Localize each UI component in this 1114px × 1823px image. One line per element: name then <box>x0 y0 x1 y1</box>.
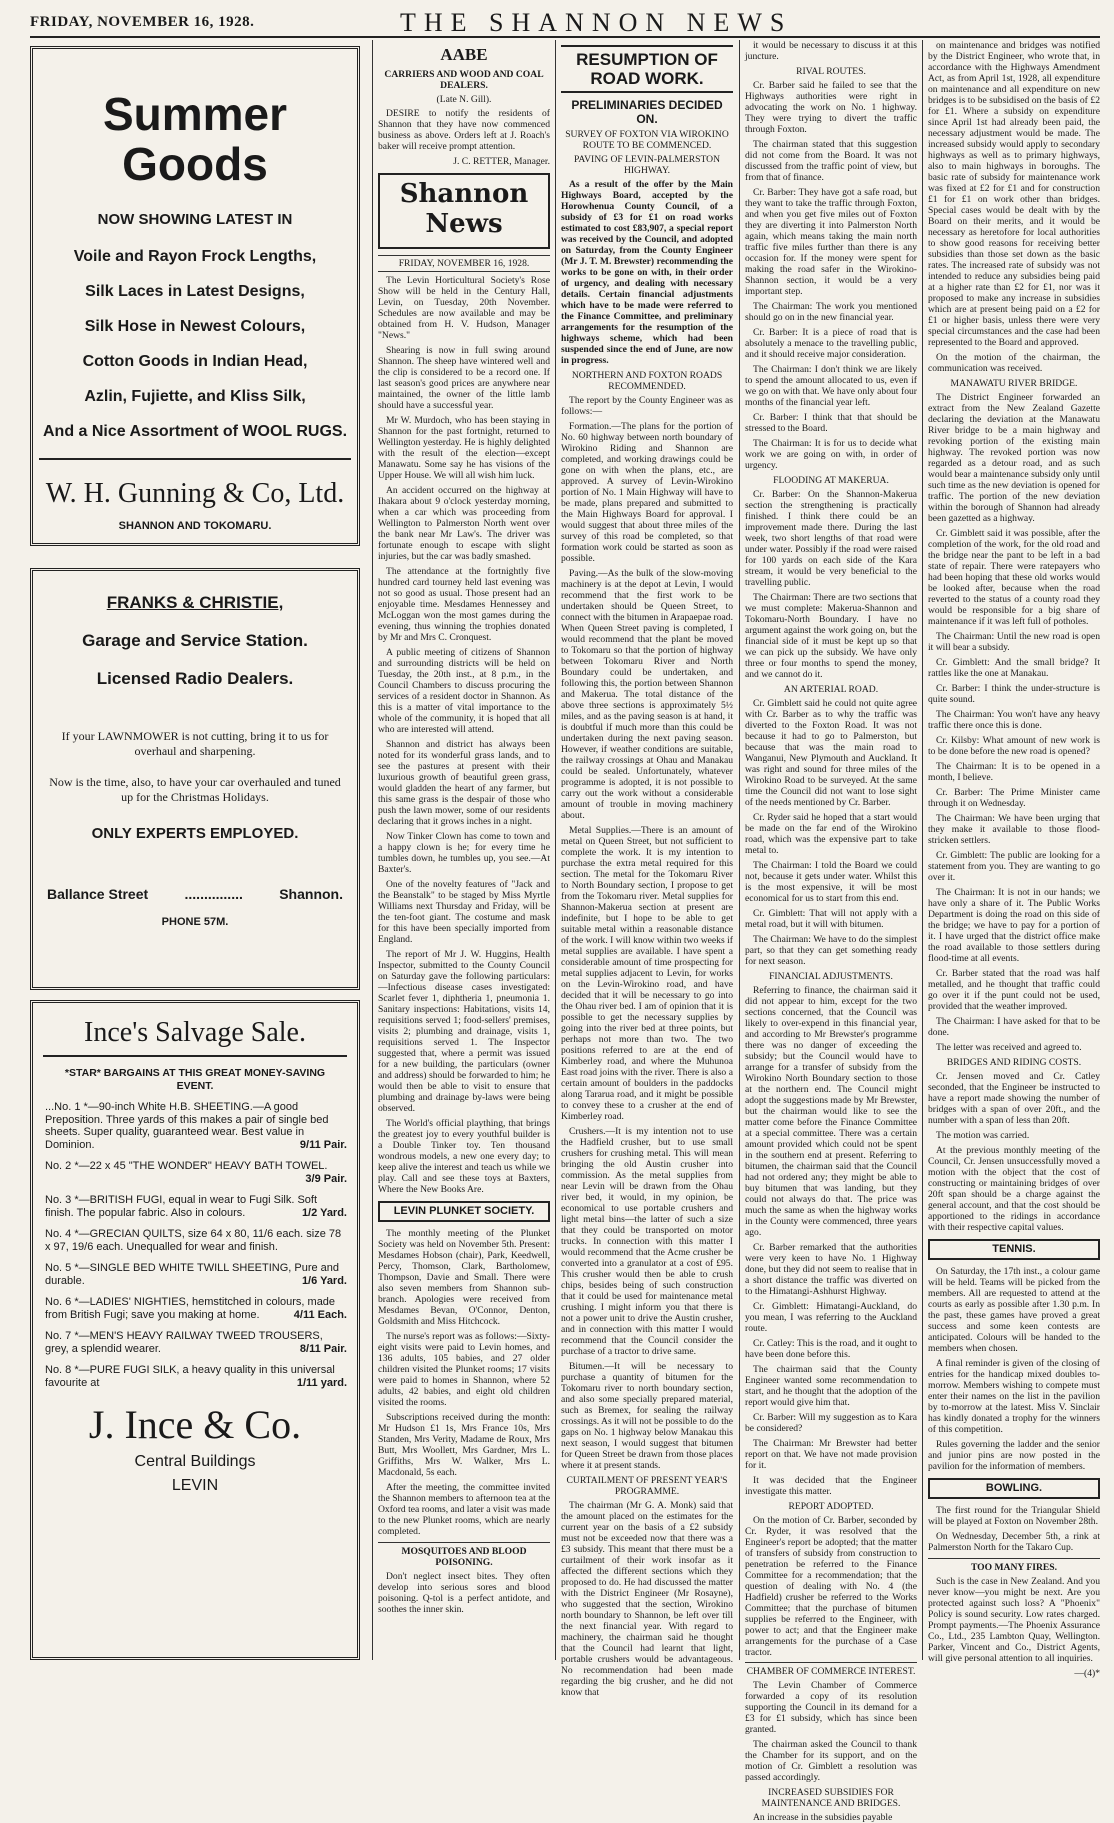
summer-item: And a Nice Assortment of WOOL RUGS. <box>42 423 348 440</box>
ince-item-text: No. 3 *—BRITISH FUGI, equal in wear to Fugi Silk. Soft finish. The popular fabric. Also in colours. <box>45 1194 318 1219</box>
rival-routes-head: RIVAL ROUTES. <box>796 66 866 77</box>
ince-divider <box>43 1055 347 1057</box>
rival-routes-paragraphs <box>745 80 917 471</box>
news-paragraph: The attendance at the fortnightly five hundred card tourney held last evening was not so good as usual. Those present had an enjoyable time. Mesdames Hennessey and McLoggan won the most games during the evening, thus winning the trophies donated by Mr and Mrs C. Cronquest. <box>378 566 550 643</box>
article-paragraph: The Chairman: I have asked for that to be done. <box>928 1016 1100 1038</box>
road-work-sub3: PAVING OF LEVIN-PALMERSTON HIGHWAY. <box>573 154 721 176</box>
ince-item-text: No. 4 *—GRECIAN QUILTS, size 64 x 80, 11/6 each. size 78 x 97, 19/6 each. Unequalled for wear and finish. <box>45 1228 342 1253</box>
arterial-head: AN ARTERIAL ROAD. <box>783 684 879 695</box>
bridge-head: MANAWATU RIVER BRIDGE. <box>950 378 1078 389</box>
ince-item-text: No. 7 *—MEN'S HEAVY RAILWAY TWEED TROUSERS, grey, a splendid wearer. <box>45 1330 323 1355</box>
arterial-paragraphs <box>745 698 917 967</box>
article-paragraph: Cr. Barber: I think the under-structure is quite sound. <box>928 683 1100 705</box>
news-date: FRIDAY, NOVEMBER 16, 1928. <box>378 255 550 272</box>
article-paragraph: Cr. Barber: They have got a safe road, but they want to take the traffic through Foxton, and when you get five miles out of Foxton they are diverting it into Palmerston North again, which means taking the main north traffic five miles further than there is any occasion for. If the money were spent for making the road safer in the Wirokino-Shannon section, it would be a very important step. <box>745 187 917 297</box>
article-paragraph: Cr. Jensen moved and Cr. Catley seconded, that the Engineer be instructed to have a report made showing the number of bridges with a span of over 20ft., and the number with a span of less than 20ft. <box>928 1071 1100 1126</box>
article-paragraph: The Chairman: It is for us to decide what work we are going on with, in order of urgency. <box>745 438 917 471</box>
news-paragraph: A public meeting of citizens of Shannon and surrounding districts will be held on Tuesday, the 20th inst., at 8 p.m., in the Council Chambers to discuss procuring the services of a resident doctor in Shannon. As this is a matter of vital importance to the whole of the community, it is hoped that all who are interested will attend. <box>378 647 550 735</box>
news-title: Shannon News <box>399 179 529 239</box>
plunket-paragraph: After the meeting, the committee invited the Shannon members to afternoon tea at the Oxford tea rooms, and later a visit was made to the new Plunket rooms, which are nearly completed. <box>378 1482 550 1537</box>
franks-town: Shannon. <box>279 886 343 902</box>
franks-line2: Licensed Radio Dealers. <box>96 669 294 688</box>
summer-title: Summer Goods <box>102 88 288 190</box>
article-paragraph: Cr. Kilsby: What amount of new work is to be done before the new road is opened? <box>928 735 1100 757</box>
tennis-paragraph: Rules governing the ladder and the senior and junior pins are now posted in the pavilion for the information of members. <box>928 1439 1100 1472</box>
article-paragraph: Cr. Barber said he failed to see that the Highways authorities were right in advocating the work on No. 1 highway. They were trying to divert the traffic through Foxton. <box>745 80 917 135</box>
article-paragraph: The Levin Chamber of Commerce forwarded a copy of its resolution supporting the Council in its demand for a £3 for £1 subsidy, which has since been granted. <box>745 1680 917 1735</box>
article-paragraph: Cr. Gimblett said it was possible, after the completion of the work, for the old road and the bridge near the pant to be left in a bad state of repair. There were ratepayers who had been hoping that these old works would be looked after, because when the road reverted to the status of a county road they would be responsible for a big share of maintenance if it was left full of potholes. <box>928 528 1100 627</box>
ince-item <box>45 1330 347 1355</box>
summer-goods-ad <box>30 46 360 546</box>
article-paragraph: Cr. Gimblett: That will not apply with a metal road, but it will with bitumen. <box>745 908 917 930</box>
article-paragraph: Cr. Catley: This is the road, and it ought to have been done before this. <box>745 1338 917 1360</box>
ince-town: LEVIN <box>171 1477 219 1494</box>
paper-title: THE SHANNON NEWS <box>400 8 793 37</box>
ince-item-text: No. 6 *—LADIES' NIGHTIES, hemstitched in colours, made from British Fugi; save you making at home. <box>45 1296 336 1321</box>
bowling-paragraph: The first round for the Triangular Shield will be played at Foxton on November 28th. <box>928 1505 1100 1527</box>
flooding-head: FLOODING AT MAKERUA. <box>773 475 889 486</box>
ince-salvage-ad <box>30 1000 360 1660</box>
tennis-title: TENNIS. <box>928 1239 1100 1260</box>
road-work-lead: As a result of the offer by the Main Highways Board, accepted by the Horowhenua County Council, of a subsidy of £3 for £1 on road works estimated to cost £83,907, a special report was received by the Council, and adopted on Saturday, from the County Engineer (Mr J. T. M. Brewster) recommending the works to be gone on with, in their order of urgency, and dealing with necessary details. Certain financial adjustments which have to be made were referred to the Finance Committee, and preliminary arrangements for the resumption of the highways scheme, which had been suspended since the end of June, are now in progress. <box>561 179 733 366</box>
column-rule <box>922 40 923 1660</box>
mosquito-body: Don't neglect insect bites. They often develop into serious sores and blood poisoning. Q-tol is a perfect antidote, and soothes the inner skin. <box>378 1571 550 1615</box>
plunket-title: LEVIN PLUNKET SOCIETY. <box>378 1201 550 1222</box>
finance-paragraphs <box>745 985 917 1497</box>
ince-item <box>45 1101 347 1151</box>
ince-item-price: 1/6 Yard. <box>301 1274 347 1287</box>
road-work-paragraph: Formation.—The plans for the portion of No. 60 highway between north boundary of Wirokino Riding and Shannon are completed, and working drawings could be gone on with when the plans, etc., are approved. A survey of Levin-Wirokino portion of No. 1 Main Highway will have to be made, plans prepared and submitted to the Main Highways Board for approval. I would suggest that about three miles of the survey of this road be completed, so that formation work could be started as soon as possible. <box>561 421 733 564</box>
article-paragraph: The Chairman: I don't think we are likely to spend the amount allocated to us, even if we go on with that. We have only about four months of the financial year left. <box>745 364 917 408</box>
bowling-paragraphs <box>928 1505 1100 1553</box>
bowling-title: BOWLING. <box>928 1478 1100 1499</box>
summer-firm: W. H. Gunning & Co, Ltd. <box>45 478 345 509</box>
article-paragraph: On the motion of the chairman, the communication was received. <box>928 352 1100 374</box>
summer-item: Silk Hose in Newest Colours, <box>84 318 306 335</box>
news-paragraph: Mr W. Murdoch, who has been staying in Shannon for the past fortnight, returned to Wellington yesterday. He is highly delighted with the result of the election—except Manawatu. Some say he has visions of the Upper House. We will all wish him luck. <box>378 415 550 481</box>
fires-body: Such is the case in New Zealand. And you never know—you might be next. Are you protected against such loss? A "Phoenix" Policy is sound security. Low rates charged. Prompt payments.—The Phoenix Assurance Co., Ltd., 235 Lambton Quay, Wellington. Parker, Vincent and Co., District Agents, will give personal attention to all inquiries. <box>928 1576 1100 1664</box>
ince-items <box>45 1101 347 1389</box>
ince-item <box>45 1262 347 1287</box>
article-paragraph: Referring to finance, the chairman said it did not appear to him, except for the two sections concerned, that the Council was likely to over-expend in this financial year, and according to Mr Brewster's programme there was no danger of exceeding the subsidy; but the Council would have to arrange for a transfer of subsidy from the Wirokino North Boundary section to those at the northern end. The Council might adopt the suggestions made by Mr Brewster, but the chairman would like to see the matter come before the Finance Committee at a special committee. There was a certain amount provided which could not be spent in the southern end at present. Referring to bitumen, the chairman said that the Council had not ordered any; they might be able to buy bitumen that was landing, but they could not always do that. The price was much the same as when the highway works in the County were commenced, three years ago. <box>745 985 917 1238</box>
riding-head: BRIDGES AND RIDING COSTS. <box>946 1057 1082 1068</box>
ince-buildings: Central Buildings <box>134 1453 256 1470</box>
road-work-paragraph: Paving.—As the bulk of the slow-moving machinery is at the depot at Levin, I would recommend that the first work to be undertaken should be Queen Street, to connect with the bitumen in Arapaepae road. When Queen Street paving is completed, I would recommend that the plant be moved to Tokomaru so that the portion of highway between Tokomaru River and North Boundary could be undertaken, and following this, the portion between Shannon and Makerua. The total distance of the above three sections is approximately 5½ miles, and as the paving season is at hand, it is doubtful if much more than this could be undertaken during the next paving season. However, if weather conditions are suitable, the railway crossings at Ohau and Manakau could be sealed. Unfortunately, whatever programme is adopted, it is not possible to carry out the work without a considerable amount of trouble in moving machinery about. <box>561 568 733 821</box>
finance-head: FINANCIAL ADJUSTMENTS. <box>769 971 893 982</box>
article-paragraph: The chairman said that the County Engineer wanted some recommendation to start, and he thought that the adoption of the report would give him that. <box>745 1364 917 1408</box>
article-paragraph: The Chairman: You won't have any heavy traffic there once this is done. <box>928 709 1100 731</box>
ince-item <box>45 1194 347 1219</box>
column-3 <box>561 40 733 1698</box>
column-rule <box>372 40 373 1660</box>
franks-dots: ............... <box>184 886 243 902</box>
article-paragraph: The Chairman: We have to do the simplest part, so that they can get something ready for next season. <box>745 934 917 967</box>
column-4 <box>745 40 917 1823</box>
article-paragraph: The Chairman: It is to be opened in a month, I believe. <box>928 761 1100 783</box>
summer-place: SHANNON AND TOKOMARU. <box>118 520 272 532</box>
mosquito-title: MOSQUITOES AND BLOOD POISONING. <box>378 1542 550 1568</box>
article-paragraph: Cr. Gimblett said he could not quite agree with Cr. Barber as to why the traffic was diverted to the Foxton Road. It was not because it had to go to Palmerston, but because that was the main road to Wanganui, New Plymouth and Auckland. It was right and sound for three miles of the Wirokino Road to be surveyed. At the same time the Council did not want to lose sight of the needs mentioned by Cr. Barber. <box>745 698 917 808</box>
franks-christie-ad <box>30 568 360 990</box>
article-paragraph: Cr. Gimblett: The public are looking for a statement from you. They are wanting to go over it. <box>928 850 1100 883</box>
article-paragraph: Cr. Barber: It is a piece of road that is absolutely a menace to the travelling public, and it should receive major consideration. <box>745 327 917 360</box>
masthead <box>30 6 1100 38</box>
column-5 <box>928 40 1100 1679</box>
bridge-paragraphs <box>928 392 1100 1053</box>
ince-item-text: No. 5 *—SINGLE BED WHITE TWILL SHEETING, Pure and durable. <box>45 1262 340 1287</box>
summer-item: Cotton Goods in Indian Head, <box>82 353 308 370</box>
franks-holidays: Now is the time, also, to have your car overhauled and tuned up for the Christmas Holidays. <box>49 775 341 804</box>
news-paragraph: The report of Mr J. W. Huggins, Health Inspector, submitted to the County Council on Saturday gave the following particulars:—Infectious disease cases investigated: Scarlet fever 1, diphtheria 1, pneumonia 1. Sanitary inspections: Habitations, visits 14, requisitions served 1; food-sellers' premises, visits 2; plumbing and drainage, visits 1, requisitions served 1. The Inspector suggested that, where a permit was issued for a new building, the particulars (owner and address) should be forwarded to him; he would then be able to visit to ensure that plumbing and drainage by-laws were being observed. <box>378 949 550 1114</box>
ince-item-price: 1/2 Yard. <box>301 1206 347 1219</box>
bowling-paragraph: On Wednesday, December 5th, a rink at Palmerston North for the Takaro Cup. <box>928 1531 1100 1553</box>
subsidies-head: INCREASED SUBSIDIES FOR MAINTENANCE AND BRIDGES. <box>761 1787 901 1809</box>
ince-item <box>45 1364 347 1389</box>
road-work-title: RESUMPTION OF ROAD WORK. <box>561 45 733 93</box>
franks-experts: ONLY EXPERTS EMPLOYED. <box>91 825 299 842</box>
issue-date: FRIDAY, NOVEMBER 16, 1928. <box>30 14 255 30</box>
ince-intro: *STAR* BARGAINS AT THIS GREAT MONEY-SAVING EVENT. <box>64 1067 326 1092</box>
aabe-late: (Late N. Gill). <box>436 94 492 105</box>
summer-divider <box>39 458 351 460</box>
article-paragraph: The chairman stated that this suggestion did not come from the Board. It was not discussed from the traffic point of view, but from that of finance. <box>745 139 917 183</box>
ince-item-price: 3/9 Pair. <box>305 1172 347 1185</box>
aabe-signature: J. C. RETTER, Manager. <box>453 156 550 167</box>
franks-address <box>47 886 343 902</box>
ince-item <box>45 1160 347 1185</box>
article-paragraph: The motion was carried. <box>936 1130 1030 1141</box>
fires-title: TOO MANY FIRES. <box>928 1558 1100 1573</box>
ince-item <box>45 1228 347 1253</box>
road-work-head3: CURTAILMENT OF PRESENT YEAR'S PROGRAMME. <box>566 1475 728 1497</box>
report-head: REPORT ADOPTED. <box>788 1501 874 1512</box>
article-paragraph: Cr. Gimblett: Himatangi-Auckland, do you mean, I was referring to the Auckland route. <box>745 1301 917 1334</box>
summer-subtitle: NOW SHOWING LATEST IN <box>97 211 293 228</box>
news-paragraph: Now Tinker Clown has come to town and a happy clown is he; for every time he tumbles down, he tumbles up, you see.—At Baxter's. <box>378 831 550 875</box>
riding-paragraphs <box>928 1071 1100 1233</box>
article-paragraph: Cr. Barber: The Prime Minister came through it on Wednesday. <box>928 787 1100 809</box>
aabe-body: DESIRE to notify the residents of Shannon that they have now commenced business as above. Orders left at J. Roach's baker will receive prompt attention. <box>378 108 550 152</box>
news-paragraph: An accident occurred on the highway at Ihakara about 9 o'clock yesterday morning, when a car which was proceeding from Wellington to Palmerston North went over the bank near Mr Law's. The driver was fortunate enough to escape with slight injuries, but the car was badly smashed. <box>378 485 550 562</box>
tennis-paragraphs <box>928 1266 1100 1472</box>
road-work-paragraph: The report by the County Engineer was as follows:— <box>561 395 733 417</box>
col5-paragraphs <box>928 40 1100 374</box>
column-rule <box>739 40 740 1660</box>
article-paragraph: On the motion of Cr. Barber, seconded by Cr. Ryder, it was resolved that the Engineer's report be adopted; that the matter of transfers of subsidy from construction to penetration be referred to the Finance Committee for a recommendation; that the question of dealing with No. 4 (the Hadfield) crusher be referred to the Works Committee; that the purchase of bitumen supplies be referred to the Engineer, with power to act; and that the Engineer make arrangements for the purchase of a Case tractor. <box>745 1515 917 1658</box>
summer-item: Voile and Rayon Frock Lengths, <box>73 248 317 265</box>
plunket-paragraph: The monthly meeting of the Plunket Society was held on November 5th. Present: Mesdames Hobson (chair), Park, Keedwell, Percy, Thomson, Clark, Bartholomew, Thompson, Davie and Small. There were also seven members from Shannon sub-branch. Apologies were received from Mesdames Bevan, O'Connor, Denton, Goldsmith and Miss Hitchcock. <box>378 1228 550 1327</box>
ince-item <box>45 1296 347 1321</box>
article-paragraph: The letter was received and agreed to. <box>936 1042 1082 1053</box>
ince-item-text: No. 2 *—22 x 45 "THE WONDER" HEAVY BATH TOWEL. <box>45 1160 328 1172</box>
news-paragraphs <box>378 275 550 1195</box>
ince-item-price: 1/11 yard. <box>296 1376 347 1389</box>
news-title-box <box>378 173 550 249</box>
plunket-paragraph: Subscriptions received during the month: Mr Hudson £1 1s, Mrs France 10s, Mrs Standen, Mrs Verity, Madame de Roux, Mrs Butt, Mrs Woollett, Mrs Gardner, Mrs L. Griffiths, Mrs W. Walker, Mrs L. Macdonald, 5s each. <box>378 1412 550 1478</box>
aabe-title: AABE <box>440 45 488 64</box>
article-paragraph: The Chairman: Until the new road is open it will bear a subsidy. <box>928 631 1100 653</box>
article-paragraph: The Chairman: I told the Board we could not, because it gets under water. Whilst this is the most expensive, it will be most economical for us to start from this end. <box>745 860 917 904</box>
chamber-paragraphs <box>745 1680 917 1783</box>
col4-paragraphs <box>745 40 917 62</box>
article-paragraph: Cr. Barber: On the Shannon-Makerua section the strengthening is practically finished. I think there could be an improvement made there. During the last week, two short lengths of that road were under water. Possibly if the road were raised for 100 yards on each side of the Kara stream, it would be very beneficial to the travelling public. <box>745 489 917 588</box>
ince-item-price: 4/11 Each. <box>293 1308 347 1321</box>
road-work-paragraphs-2 <box>561 1500 733 1698</box>
article-paragraph: Cr. Barber: Will my suggestion as to Kara be considered? <box>745 1412 917 1434</box>
summer-item: Azlin, Fujiette, and Kliss Silk, <box>84 388 306 405</box>
report-paragraphs <box>745 1515 917 1658</box>
ince-item-price: 9/11 Pair. <box>299 1138 347 1151</box>
article-paragraph: it would be necessary to discuss it at this juncture. <box>745 40 917 62</box>
summer-item: Silk Laces in Latest Designs, <box>85 283 305 300</box>
article-paragraph: Cr. Barber stated that the road was half metalled, and he thought that traffic could go over it if the punt could not be used, provided that the weather improved. <box>928 968 1100 1012</box>
road-work-paragraph: Metal Supplies.—There is an amount of metal on Queen Street, but not sufficient to complete the work. It is my intention to purchase the extra metal required for this section. The metal for the Tokomaru River to North Boundary section, I propose to get from the Tokomaru river. Metal supplies for Shannon-Makerua section at present are indefinite, but I hope to be able to get suitable metal within a reasonable distance of the work. I will know within two weeks if metal supplies are available. I have spent a considerable amount of time prospecting for metal supplies adjacent to Levin, for works on the Levin-Wirokino road, and have decided that it will be necessary to go into the Ohau river bed. I am of opinion that it is possible to get the necessary supplies by going into the river bed at three points, but perhaps not more than two. The two positions referred to are at the end of Kimberley road, and where the Muhunoa East road joins with the river. There is also a certain amount of boulders in the paddocks along Tararua road, and it might be possible to convey these to a crusher at the end of Kimberley road. <box>561 825 733 1122</box>
article-paragraph: At the previous monthly meeting of the Council, Cr. Jensen unsuccessfully moved a motion with the object that the cost of constructing or maintaining bridges of over 20ft span should be a charge against the general account, and that the cost should be apportioned to the ridings in accordance with their respective capital values. <box>928 1145 1100 1233</box>
ince-title: Ince's Salvage Sale. <box>84 1017 306 1048</box>
road-work-sub2: SURVEY OF FOXTON VIA WIROKINO ROUTE TO BE COMMENCED. <box>565 129 729 151</box>
article-paragraph: It was decided that the Engineer investigate this matter. <box>745 1475 917 1497</box>
news-paragraph: Shannon and district has always been noted for its wonderful grass lands, and to see the pastures at present with their luxurious growth of beautiful green grass, would gladden the heart of any farmer, but this same grass is the despair of those who push the lawn mower, some of our residents declaring that it grows inches in a night. <box>378 739 550 827</box>
ince-firm: J. Ince & Co. <box>88 1402 302 1447</box>
article-paragraph: Cr. Ryder said he hoped that a start would be made on the far end of the Wirokino road, which was the expensive part to take metal to. <box>745 812 917 856</box>
subsidies-start: An increase in the subsidies payable <box>753 1812 893 1823</box>
article-paragraph: The Chairman: Mr Brewster had better report on that. We have not made provision for it. <box>745 1438 917 1471</box>
road-work-paragraphs <box>561 395 733 1471</box>
road-work-paragraph: The chairman (Mr G. A. Monk) said that the amount placed on the estimates for the current year on the basis of a £2 subsidy must not be exceeded now that there was a £3 subsidy. This meant that there must be a curtailment of their work insofar as it affected the different sections which they proposed to do. He had discussed the matter with the District Engineer (Mr Rosayne), who suggested that the section, Wirokino north boundary to Shannon, be left over till the next financial year. With regard to machinery, the chairman said he thought that the Council had learnt that light, portable crushers would be advantageous. No recommendation had been made regarding the big crusher, and he did not know that <box>561 1500 733 1698</box>
article-paragraph: Cr. Barber remarked that the authorities were very keen to have No. 1 Highway done, but they did not seem to realise that in a short distance the traffic was diverted on to the Himatangi-Ashhurst Highway. <box>745 1242 917 1297</box>
plunket-paragraph: The nurse's report was as follows:—Sixty-eight visits were paid to Levin homes, and 136 adults, 105 babies, and 27 older children visited the Plunket rooms; 17 visits were paid to homes in Shannon, where 52 adults, 42 babies, and eight old children visited the rooms. <box>378 1331 550 1408</box>
plunket-paragraphs <box>378 1228 550 1537</box>
chamber-head: CHAMBER OF COMMERCE INTEREST. <box>745 1662 917 1677</box>
flooding-paragraphs <box>745 489 917 680</box>
aabe-subtitle: CARRIERS AND WOOD AND COAL DEALERS. <box>384 69 544 91</box>
summer-items <box>33 248 357 441</box>
tennis-paragraph: A final reminder is given of the closing of entries for the handicap mixed doubles to-morrow. Members wishing to compete must enter their names on the list in the pavilion by to-morrow at the latest. Miss V. Sinclair has kindly donated a trophy for the winners of this competition. <box>928 1358 1100 1435</box>
news-paragraph: The Levin Horticultural Society's Rose Show will be held in the Century Hall, Levin, on Tuesday, 20th November. Schedules are now available and may be obtained from H. V. Hudson, Manager "News." <box>378 275 550 341</box>
ince-item-text: ...No. 1 *—90-inch White H.B. SHEETING.—A good Preposition. Three yards of this makes a pair of single bed sheets. Super quality, guaranteed wear. Best value in Dominion. <box>45 1101 329 1151</box>
ince-item-price: 8/11 Pair. <box>299 1342 347 1355</box>
news-paragraph: The World's official plaything, that brings the greatest joy to every youthful builder is a Double Tinker toy. Ten thousand wondrous models, a new one every day; to keep alive the interest and teach us while we play. Call and see these toys at Baxters, Where the New Books Are. <box>378 1118 550 1195</box>
article-paragraph: The Chairman: It is not in our hands; we have only a share of it. The Public Works Department is doing the road on this side of the bridge; we have to pay for a portion of it. I have urged that the district office make the road available to those settlers during flood-time at all events. <box>928 887 1100 964</box>
franks-phone: PHONE 57M. <box>161 916 229 928</box>
franks-name: FRANKS & CHRISTIE, <box>106 593 284 612</box>
news-paragraph: Shearing is now in full swing around Shannon. The sheep have wintered well and the clip is considered to be a record one. If last season's good prices are anywhere near maintained, the owner of the little lamb should have a successful year. <box>378 345 550 411</box>
news-paragraph: One of the novelty features of "Jack and the Beanstalk" to be staged by Miss Myrtle Williams next Thursday and Friday, will be the ten-foot giant. The costume and mask for this have been specially imported from England. <box>378 879 550 945</box>
article-paragraph: Cr. Barber: I think that that should be stressed to the Board. <box>745 412 917 434</box>
column-2 <box>378 40 550 1660</box>
road-work-sub1: PRELIMINARIES DECIDED ON. <box>571 98 723 126</box>
article-paragraph: on maintenance and bridges was notified by the District Engineer, who wrote that, in accordance with the Highways Amendment Act, as from April 1st, 1928, all expenditure on maintenance and all expenditure on new bridges is to be subsidised on the basis of £2 for £1. Where a subsidy on expenditure since April 1st had already been paid, the necessary adjustment would be made. The increased subsidy would apply to secondary highways as well as to primary highways, also to main highways in boroughs. The basic rate of subsidy for maintenance work was fixed at £2 for £1 and for construction £1 for £1 on work other than bridges. Special cases would be dealt with by the Board on their merits, and it would be necessary as heretofore for local authorities to show good reasons for receiving better subsidies than those set down as the basic rates. The increased rate of subsidy was not intended to reduce any subsidies being paid at a higher rate than £2 for £1, nor was it proposed to make any increase in subsidies which are at present being paid on a £2 for £1 or higher basis, unless there were very special circumstances and the case had been represented to the Board and approved. <box>928 40 1100 348</box>
article-paragraph: The Chairman: There are two sections that we must complete: Makerua-Shannon and Tokomaru-North Boundary. I have no argument against the work going on, but the financial side of it must be kept up so that we can pick up the subsidy. We have only three or four months to spend the money, and we cannot do it. <box>745 592 917 680</box>
ince-item-text: No. 8 *—PURE FUGI SILK, a heavy quality in this universal favourite at <box>45 1364 335 1389</box>
road-work-head2: NORTHERN AND FOXTON ROADS RECOMMENDED. <box>571 370 723 392</box>
article-paragraph: The District Engineer forwarded an extract from the New Zealand Gazette declaring the deviation at the Manawatu River bridge to be a main highway and revoking portion of the existing main highway. The revoked portion was now regarded as a detour road, and as such would bear a maintenance subsidy only until such time as the new deviation is opened for traffic. The portion of the new deviation within the borough of Shannon had already been gazetted as a highway. <box>928 392 1100 524</box>
column-rule <box>555 40 556 1660</box>
tennis-paragraph: On Saturday, the 17th inst., a colour game will be held. Teams will be picked from the members. All are requested to attend at the courts as early as possible after 1.30 p.m. In the past, these games have proved a great success and some keen contests are anticipated. Colours will be handed to the members when chosen. <box>928 1266 1100 1354</box>
franks-lawnmower: If your LAWNMOWER is not cutting, bring it to us for overhaul and sharpening. <box>61 729 329 758</box>
road-work-paragraph: Bitumen.—It will be necessary to purchase a quantity of bitumen for the Tokomaru river to north boundary section, and also some specially prepared material, such as Bremex, for sealing the railway crossings. As it will not be possible to do the gaps on No. 1 highway below Manakau this next season, I would suggest that bitumen for Queen Street be drawn from those places where it at present stands. <box>561 1361 733 1471</box>
article-paragraph: The chairman asked the Council to thank the Chamber for its support, and on the motion of Cr. Gimblett a resolution was passed accordingly. <box>745 1739 917 1783</box>
article-paragraph: The Chairman: We have been urging that they make it available to those flood-stricken settlers. <box>928 813 1100 846</box>
article-paragraph: The Chairman: The work you mentioned should go on in the new financial year. <box>745 301 917 323</box>
franks-line1: Garage and Service Station. <box>82 631 308 650</box>
fires-end: —(4)* <box>1074 1668 1100 1679</box>
article-paragraph: Cr. Gimblett: And the small bridge? It rattles like the one at Manakau. <box>928 657 1100 679</box>
franks-street: Ballance Street <box>47 886 149 902</box>
road-work-paragraph: Crushers.—It is my intention not to use the Hadfield crusher, but to use small crushers for crushing metal. This will mean bringing the old Austin crusher into commission. As the metal supplies from near Levin will be drawn from the Ohau river bed, it would, in my opinion, be economical to use portable crushers and light metal bins—the latter of such a size that they could be transported on motor trucks. In connection with this matter I would recommend that the Acme crusher be converted into a granulator at a cost of £95. This crusher would then be able to crush chips, besides being of such construction that it could be used for maintenance metal crushing. I might inform you that there is not a power unit to drive the Austin crusher, and in connection with this matter I would recommend that the Council consider the purchase of a tractor to drive same. <box>561 1126 733 1357</box>
